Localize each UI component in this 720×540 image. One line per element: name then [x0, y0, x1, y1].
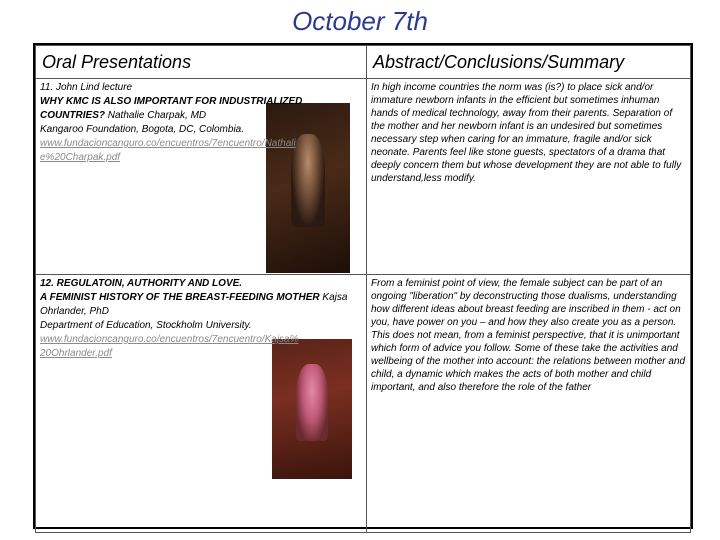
table-row	[36, 79, 691, 275]
presentation-author: Kajsa Ohrlander, PhD	[40, 292, 348, 317]
abstract-cell: From a feminist point of view, the female subject can be part of an ongoing "liberation" by deconstructing those dualisms, understanding how different ideas about breast feeding are inscribed in them - act on you, have power on you – and how they also create you as a person. This does not mean, from a feminist perspective, that it is unimportant which form of advice you follow. Some of these take the activities and wellbeing of the mother into account: the relations between mother and child, a dynamic which makes the acts of both mother and child important, and also therefore the role of the father	[367, 275, 691, 533]
page-title: October 7th	[292, 6, 428, 36]
presentations-table-frame	[33, 43, 693, 529]
presentation-title: WHY KMC IS ALSO IMPORTANT FOR INDUSTRIALIZED COUNTRIES?	[40, 96, 303, 121]
presentation-cell	[36, 79, 367, 275]
presentation-number: 12. REGULATOIN, AUTHORITY AND LOVE.	[40, 278, 243, 289]
presentation-number: 11. John Lind lecture	[40, 82, 133, 93]
table-header-row	[36, 46, 691, 79]
presentation-affiliation: Department of Education, Stockholm University.	[40, 320, 252, 331]
header-abstract: Abstract/Conclusions/Summary	[367, 46, 691, 79]
presentation-author: Nathalie Charpak, MD	[105, 110, 207, 121]
presentation-cell	[36, 275, 367, 533]
header-oral-presentations: Oral Presentations	[36, 46, 367, 79]
presentation-affiliation: Kangaroo Foundation, Bogota, DC, Colombia.	[40, 124, 245, 135]
presentation-title: A FEMINIST HISTORY OF THE BREAST-FEEDING MOTHER	[40, 292, 320, 303]
presentations-table	[35, 45, 691, 533]
presentation-link[interactable]: www.fundacioncanguro.co/encuentros/7encuentro/Kajsa% 20Ohrlander.pdf	[40, 334, 299, 359]
abstract-cell: In high income countries the norm was (is?) to place sick and/or immature newborn infants in the efficient but sometimes inhuman hands of medical technology, away from their parents. Separation of the mother and her newborn infant is an undesired but sometimes necessary step when caring for an immature, fragile and/or sick neonate. Parents feel like stone guests, spectators of a drama that deeply concern them but whose development they are not able to fully understand,less modify.	[367, 79, 691, 275]
presentation-link[interactable]: www.fundacioncanguro.co/encuentros/7encuentro/Nathali e%20Charpak.pdf	[40, 138, 296, 163]
table-row	[36, 275, 691, 533]
